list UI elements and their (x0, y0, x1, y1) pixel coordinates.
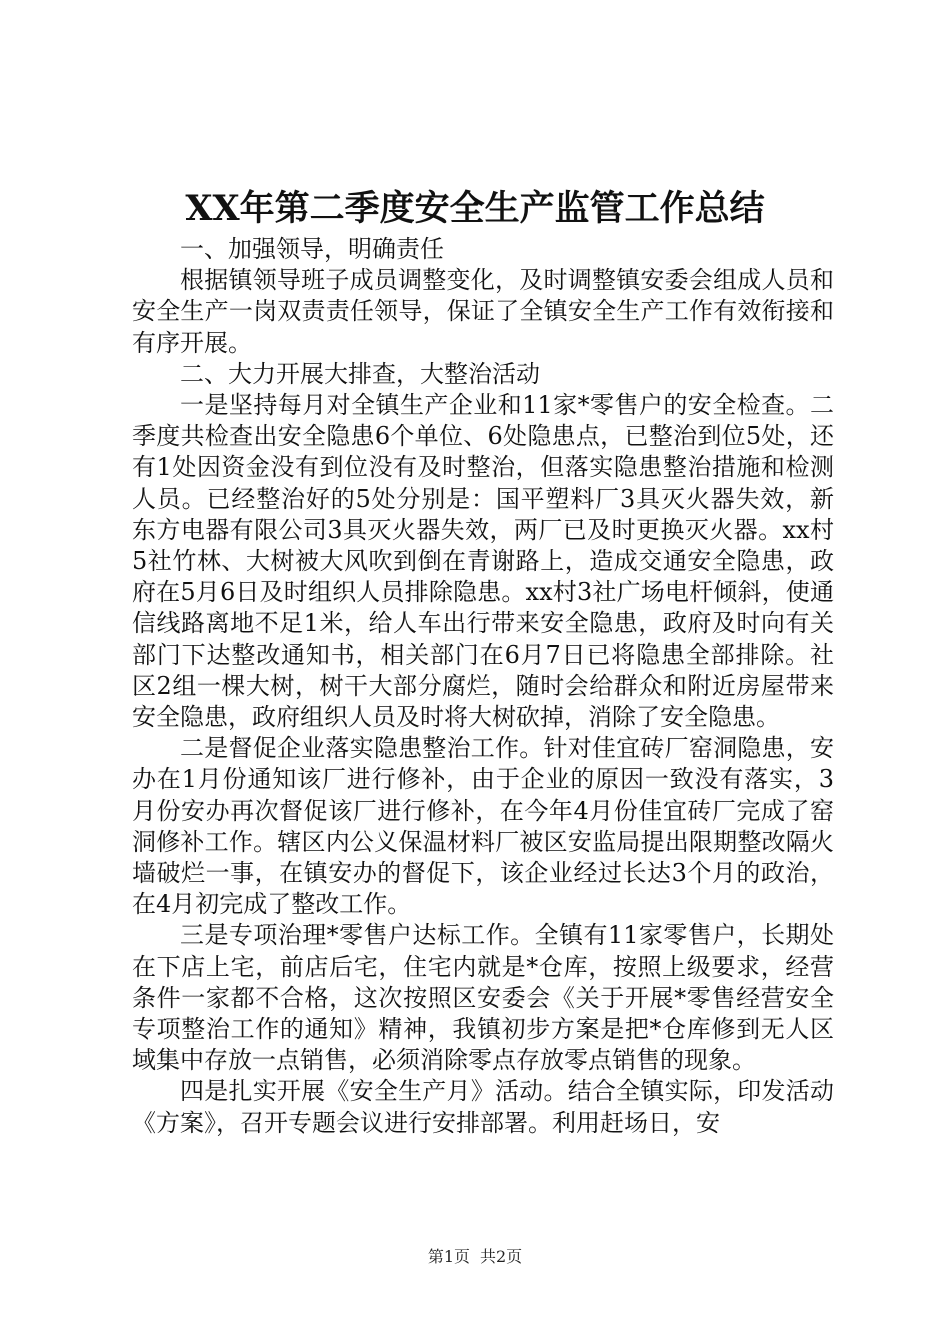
paragraph-2: 一是坚持每月对全镇生产企业和11家*零售户的安全检查。二季度共检查出安全隐患6个单位、6处隐患点，已整治到位5处，还有1处因资金没有到位没有及时整治，但落实隐患整治措施和检测人员。已经整治好的5处分别是：国平塑料厂3具灭火器失效，新东方电器有限公司3具灭火器失效，两厂已及时更换灭火器。xx村5社竹林、大树被大风吹到倒在青谢路上，造成交通安全隐患，政府在5月6日及时组织人员排除隐患。xx村3社广场电杆倾斜，使通信线路离地不足1米，给人车出行带来安全隐患，政府及时向有关部门下达整改通知书，相关部门在6月7日已将隐患全部排除。社区2组一棵大树，树干大部分腐烂，随时会给群众和附近房屋带来安全隐患，政府组织人员及时将大树砍掉，消除了安全隐患。 (132, 391, 834, 732)
paragraph-1: 根据镇领导班子成员调整变化，及时调整镇安委会组成人员和安全生产一岗双责责任领导，保证了全镇安全生产工作有效衔接和有序开展。 (132, 266, 834, 357)
paragraph-4: 三是专项治理*零售户达标工作。全镇有11家零售户，长期处在下店上宅，前店后宅，住宅内就是*仓库，按照上级要求，经营条件一家都不合格，这次按照区安委会《关于开展*零售经营安全专项整治工作的通知》精神，我镇初步方案是把*仓库修到无人区域集中存放一点销售，必须消除零点存放零点销售的现象。 (132, 921, 834, 1075)
document-body (132, 234, 834, 1139)
paragraph-5: 四是扎实开展《安全生产月》活动。结合全镇实际，印发活动《方案》，召开专题会议进行安排部署。利用赶场日，安 (132, 1077, 834, 1137)
section-heading-2: 二、大力开展大排查，大整治活动 (180, 359, 540, 388)
page-total: 共2页 (480, 1247, 523, 1266)
page-number: 第1页 (427, 1247, 470, 1266)
section-heading-1: 一、加强领导，明确责任 (180, 235, 444, 263)
page-footer (0, 1247, 950, 1267)
document-title: XX年第二季度安全生产监管工作总结 (185, 188, 765, 229)
paragraph-3: 二是督促企业落实隐患整治工作。针对佳宜砖厂窑洞隐患，安办在1月份通知该厂进行修补，由于企业的原因一致没有落实，3月份安办再次督促该厂进行修补，在今年4月份佳宜砖厂完成了窑洞修补工作。辖区内公义保温材料厂被区安监局提出限期整改隔火墙破烂一事，在镇安办的督促下，该企业经过长达3个月的政治，在4月初完成了整改工作。 (132, 734, 834, 919)
